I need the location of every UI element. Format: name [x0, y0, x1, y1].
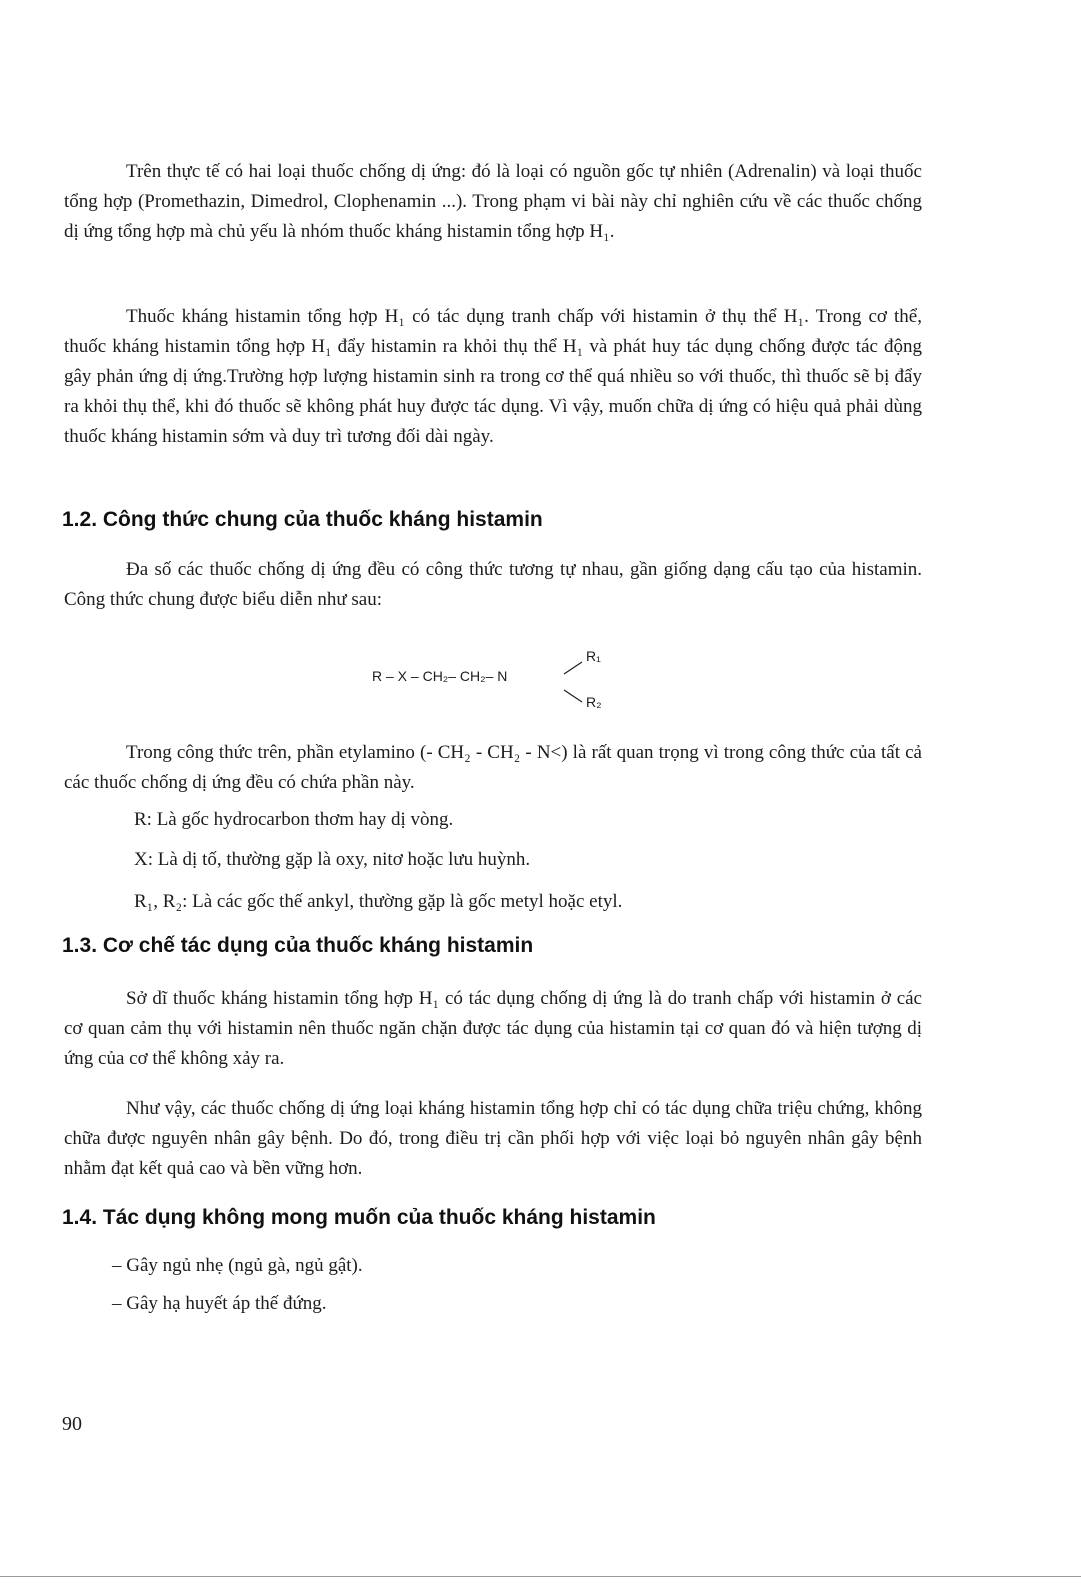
chemical-formula — [360, 638, 660, 718]
scan-edge-line — [0, 1576, 1081, 1577]
paragraph-symptomatic: Như vậy, các thuốc chống dị ứng loại kháng histamin tổng hợp chỉ có tác dụng chữa triệu chứng, không chữa được nguyên nhân gây bệnh. Do đó, trong điều trị cần phối hợp với việc loại bỏ nguyên nhân gây bệnh nhằm đạt kết quả cao và bền vững hơn. — [64, 1098, 922, 1179]
section-heading-1-3: 1.3. Cơ chế tác dụng của thuốc kháng histamin — [62, 934, 534, 957]
paragraph-h1-mechanism: Thuốc kháng histamin tổng hợp H₁ có tác dụng tranh chấp với histamin ở thụ thể H₁. Trong cơ thể, thuốc kháng histamin tổng hợp H₁ đẩy histamin ra khỏi thụ thể H₁ và phát huy tác dụng chống được tác động gây phản ứng dị ứng.Trường hợp lượng histamin sinh ra trong cơ thể quá nhiều so với thuốc, thì thuốc sẽ bị đẩy ra khỏi thụ thể, khi đó thuốc sẽ không phát huy được tác dụng. Vì vậy, muốn chữa dị ứng có hiệu quả phải dùng thuốc kháng histamin sớm và duy trì tương đối dài ngày. — [64, 306, 922, 447]
bond-line-r1 — [564, 662, 582, 674]
section-heading-1-4: 1.4. Tác dụng không mong muốn của thuốc kháng histamin — [62, 1206, 656, 1229]
paragraph-mechanism: Sở dĩ thuốc kháng histamin tổng hợp H₁ có tác dụng chống dị ứng là do tranh chấp với histamin ở các cơ quan cảm thụ với histamin nên thuốc ngăn chặn được tác dụng của histamin tại cơ quan đó và hiện tượng dị ứng của cơ thể không xảy ra. — [64, 988, 922, 1069]
paragraph-formula-explanation: Trong công thức trên, phần etylamino (- CH₂ - CH₂ - N<) là rất quan trọng vì trong công thức của tất cả các thuốc chống dị ứng đều có chứa phần này. — [64, 742, 922, 793]
paragraph-formula-intro: Đa số các thuốc chống dị ứng đều có công thức tương tự nhau, gần giống dạng cấu tạo của histamin. Công thức chung được biểu diễn như sau: — [64, 559, 922, 610]
paragraph-intro: Trên thực tế có hai loại thuốc chống dị ứng: đó là loại có nguồn gốc tự nhiên (Adrenalin) và loại thuốc tổng hợp (Promethazin, Dimedrol, Clophenamin ...). Trong phạm vi bài này chỉ nghiên cứu về các thuốc chống dị ứng tổng hợp mà chủ yếu là nhóm thuốc kháng histamin tổng hợp H₁. — [64, 161, 922, 242]
formula-r1: R₁ — [586, 648, 601, 664]
bond-line-r2 — [564, 690, 582, 702]
definition-x: X: Là dị tố, thường gặp là oxy, nitơ hoặc lưu huỳnh. — [134, 849, 531, 870]
side-effect-item: – Gây ngủ nhẹ (ngủ gà, ngủ gật). — [112, 1255, 363, 1276]
definition-r1-r2: R₁, R₂: Là các gốc thế ankyl, thường gặp là gốc metyl hoặc etyl. — [134, 891, 623, 912]
formula-main-chain: R – X – CH₂– CH₂– N — [372, 668, 508, 684]
page-number: 90 — [62, 1413, 82, 1435]
definition-r: R: Là gốc hydrocarbon thơm hay dị vòng. — [134, 809, 454, 830]
section-heading-1-2: 1.2. Công thức chung của thuốc kháng histamin — [62, 508, 543, 531]
side-effect-item: – Gây hạ huyết áp thế đứng. — [112, 1293, 327, 1314]
formula-r2: R₂ — [586, 694, 602, 710]
